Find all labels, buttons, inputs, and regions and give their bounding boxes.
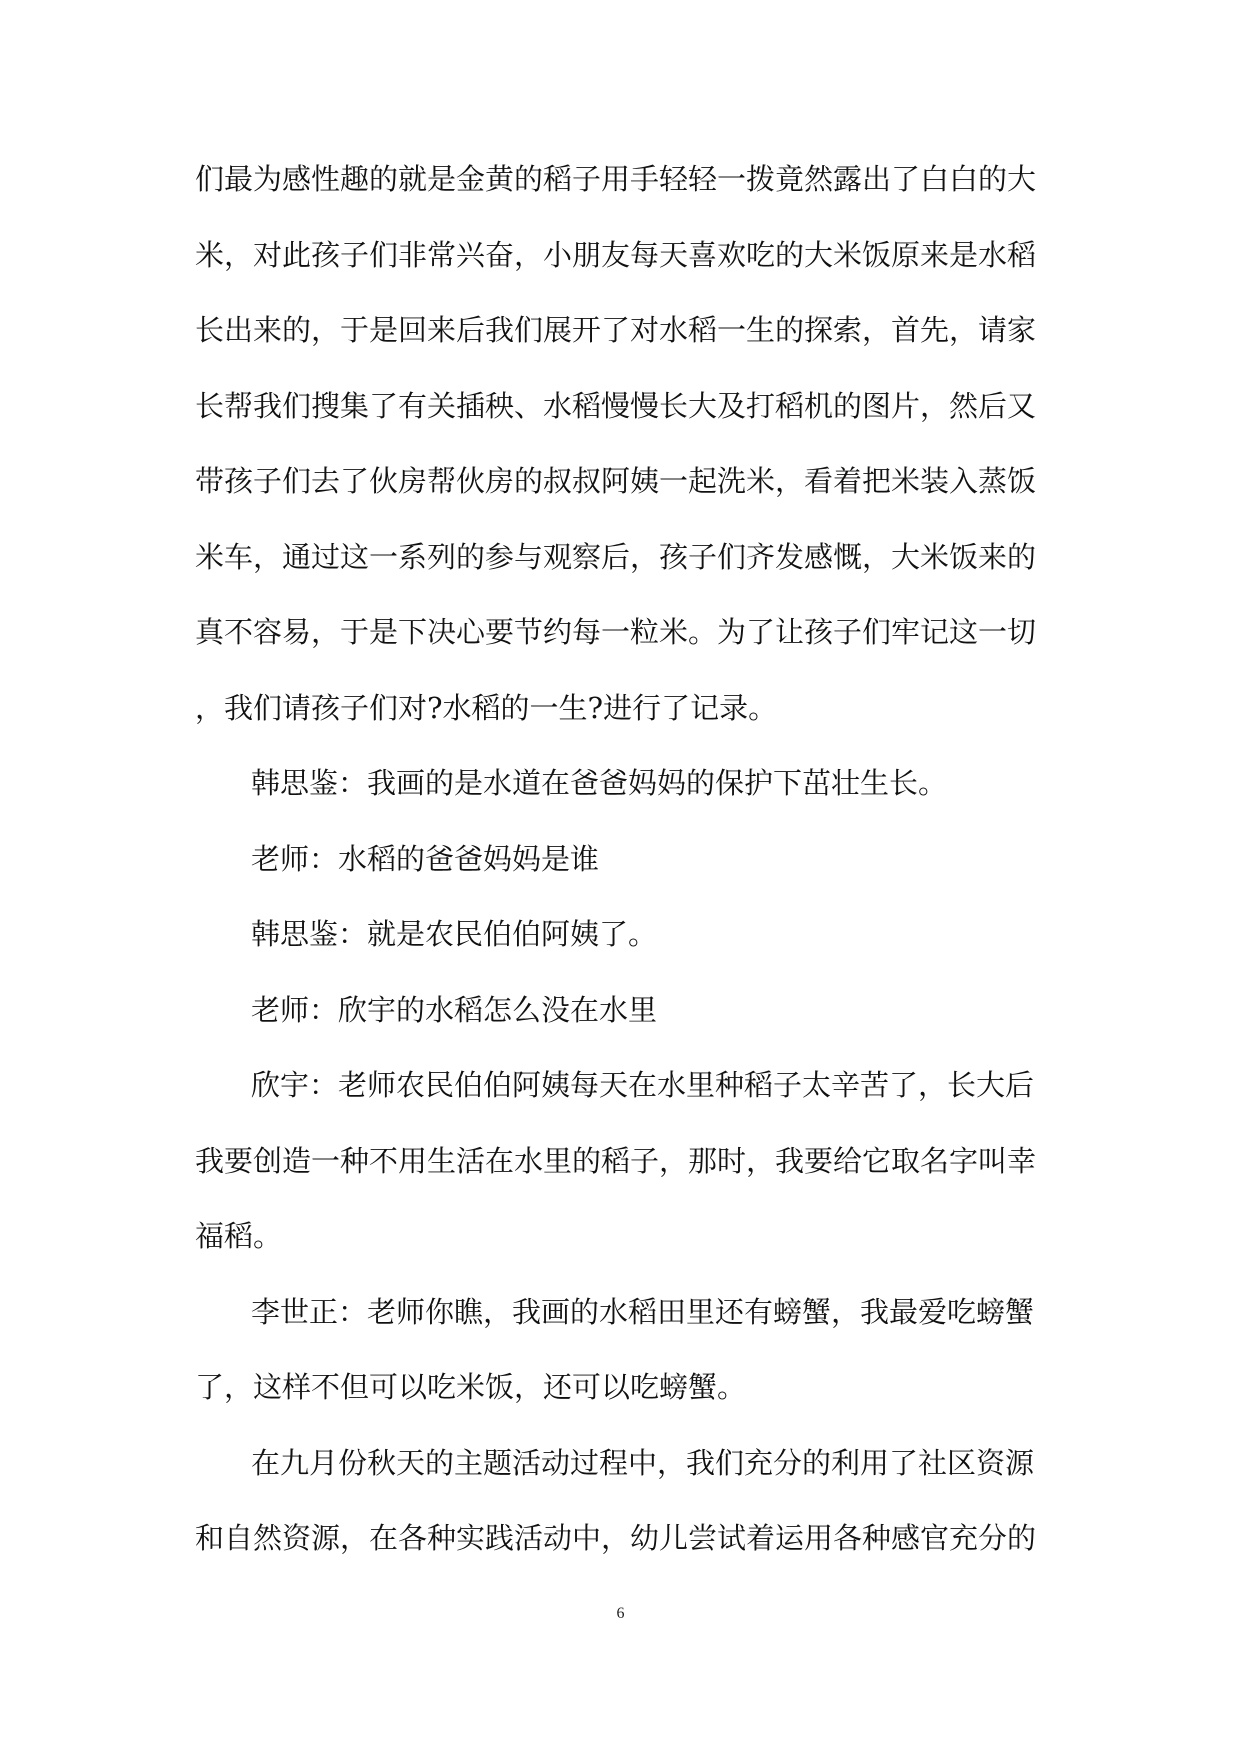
text-line: 了，这样不但可以吃米饭，还可以吃螃蟹。 [195,1370,747,1404]
dialogue-line: 欣宇：老师农民伯伯阿姨每天在水里种稻子太辛苦了，长大后 [251,1068,1035,1102]
text-line: ，我们请孩子们对?水稻的一生?进行了记录。 [195,690,778,725]
paragraph-start-line: 在九月份秋天的主题活动过程中，我们充分的利用了社区资源 [251,1445,1035,1480]
text-line: 带孩子们去了伙房帮伙房的叔叔阿姨一起洗米，看着把米装入蒸饭 [195,464,1037,498]
document-body [195,155,1045,1590]
dialogue-line: 老师：水稻的爸爸妈妈是谁 [251,841,600,876]
text-line: 和自然资源，在各种实践活动中，幼儿尝试着运用各种感官充分的 [195,1521,1037,1555]
text-line: 们最为感性趣的就是金黄的稻子用手轻轻一拨竟然露出了白白的大 [195,162,1037,196]
text-line: 福稻。 [195,1219,283,1253]
text-line: 米，对此孩子们非常兴奋，小朋友每天喜欢吃的大米饭原来是水稻 [195,237,1037,272]
text-line: 长出来的，于是回来后我们展开了对水稻一生的探索，首先，请家 [195,313,1037,347]
page-number: 6 [616,1605,625,1622]
dialogue-line: 韩思鉴：就是农民伯伯阿姨了。 [251,917,658,951]
text-line: 我要创造一种不用生活在水里的稻子，那时，我要给它取名字叫幸 [195,1143,1037,1178]
dialogue-line: 李世正：老师你瞧，我画的水稻田里还有螃蟹，我最爱吃螃蟹 [251,1294,1035,1329]
text-line: 真不容易，于是下决心要节约每一粒米。为了让孩子们牢记这一切 [195,615,1037,649]
dialogue-line: 老师：欣宇的水稻怎么没在水里 [251,992,658,1027]
text-line: 米车，通过这一系列的参与观察后，孩子们齐发感慨，大米饭来的 [195,539,1037,574]
dialogue-line: 韩思鉴：我画的是水道在爸爸妈妈的保护下茁壮生长。 [251,766,948,800]
text-line: 长帮我们搜集了有关插秧、水稻慢慢长大及打稻机的图片，然后又 [195,388,1037,423]
